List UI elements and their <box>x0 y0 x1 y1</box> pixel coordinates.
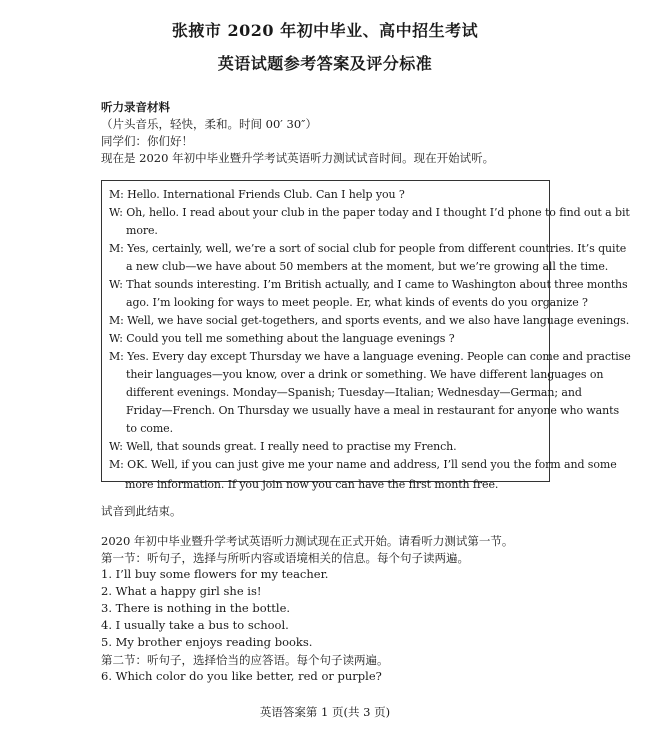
page-subtitle: 英语试题参考答案及评分标准 <box>217 54 433 73</box>
question-item: 6. Which color do you like better, red or purple? <box>101 669 382 683</box>
dialogue-line: ago. I’m looking for ways to meet people. Er, what kinds of events do you organize ? <box>126 296 588 309</box>
formal-start: 2020 年初中毕业暨升学考试英语听力测试现在正式开始。请看听力测试第一节。 <box>101 534 514 548</box>
music-note: （片头音乐，轻快，柔和。时间 00′ 30″） <box>101 117 317 131</box>
dialogue-line: more. <box>126 224 158 237</box>
section-2-instructions: 第二节：听句子，选择恰当的应答语。每个句子读两遍。 <box>101 653 389 667</box>
page-footer: 英语答案第 1 页(共 3 页) <box>259 705 391 719</box>
dialogue-line: W: Oh, hello. I read about your club in the paper today and I thought I’d phone to find out a bit <box>109 206 630 219</box>
section-heading: 听力录音材料 <box>101 100 170 114</box>
dialogue-line: M: Yes. Every day except Thursday we have a language evening. People can come and practise <box>109 350 631 363</box>
dialogue-line: more information. If you join now you can have the first month free. <box>125 478 499 491</box>
dialogue-line: W: Well, that sounds great. I really need to practise my French. <box>109 440 457 453</box>
dialogue-line: M: OK. Well, if you can just give me your name and address, I’ll send you the form and some <box>109 458 617 471</box>
dialogue-line: their languages—you know, over a drink or something. We have different languages on <box>126 368 604 381</box>
dialogue-line: M: Hello. International Friends Club. Can I help you ? <box>109 188 405 201</box>
dialogue-line: different evenings. Monday—Spanish; Tuesday—Italian; Wednesday—German; and <box>126 386 582 399</box>
question-item: 1. I’ll buy some flowers for my teacher. <box>101 567 329 581</box>
dialogue-line: W: That sounds interesting. I’m British actually, and I came to Washington about three months <box>109 278 628 291</box>
announcement: 现在是 2020 年初中毕业暨升学考试英语听力测试试音时间。现在开始试听。 <box>101 151 495 165</box>
dialogue-box <box>101 180 631 482</box>
section-1-instructions: 第一节：听句子，选择与所听内容或语境相关的信息。每个句子读两遍。 <box>101 551 469 565</box>
trial-end: 试音到此结束。 <box>101 504 182 518</box>
question-item: 3. There is nothing in the bottle. <box>101 601 291 615</box>
question-item: 2. What a happy girl she is! <box>101 584 262 598</box>
dialogue-line: a new club—we have about 50 members at the moment, but we’re growing all the time. <box>126 260 609 273</box>
dialogue-line: M: Yes, certainly, well, we’re a sort of social club for people from different countries. It’s quite <box>109 242 627 255</box>
dialogue-line: Friday—French. On Thursday we usually have a meal in restaurant for anyone who wants <box>126 404 619 417</box>
dialogue-line: W: Could you tell me something about the language evenings ? <box>109 332 455 345</box>
page-title: 张掖市 2020 年初中毕业、高中招生考试 <box>171 21 479 40</box>
dialogue-line: to come. <box>126 422 173 435</box>
dialogue-line: M: Well, we have social get-togethers, and sports events, and we also have language evenings. <box>109 314 630 327</box>
question-item: 4. I usually take a bus to school. <box>101 618 289 632</box>
question-item: 5. My brother enjoys reading books. <box>101 635 313 649</box>
greeting: 同学们：你们好！ <box>101 134 193 148</box>
